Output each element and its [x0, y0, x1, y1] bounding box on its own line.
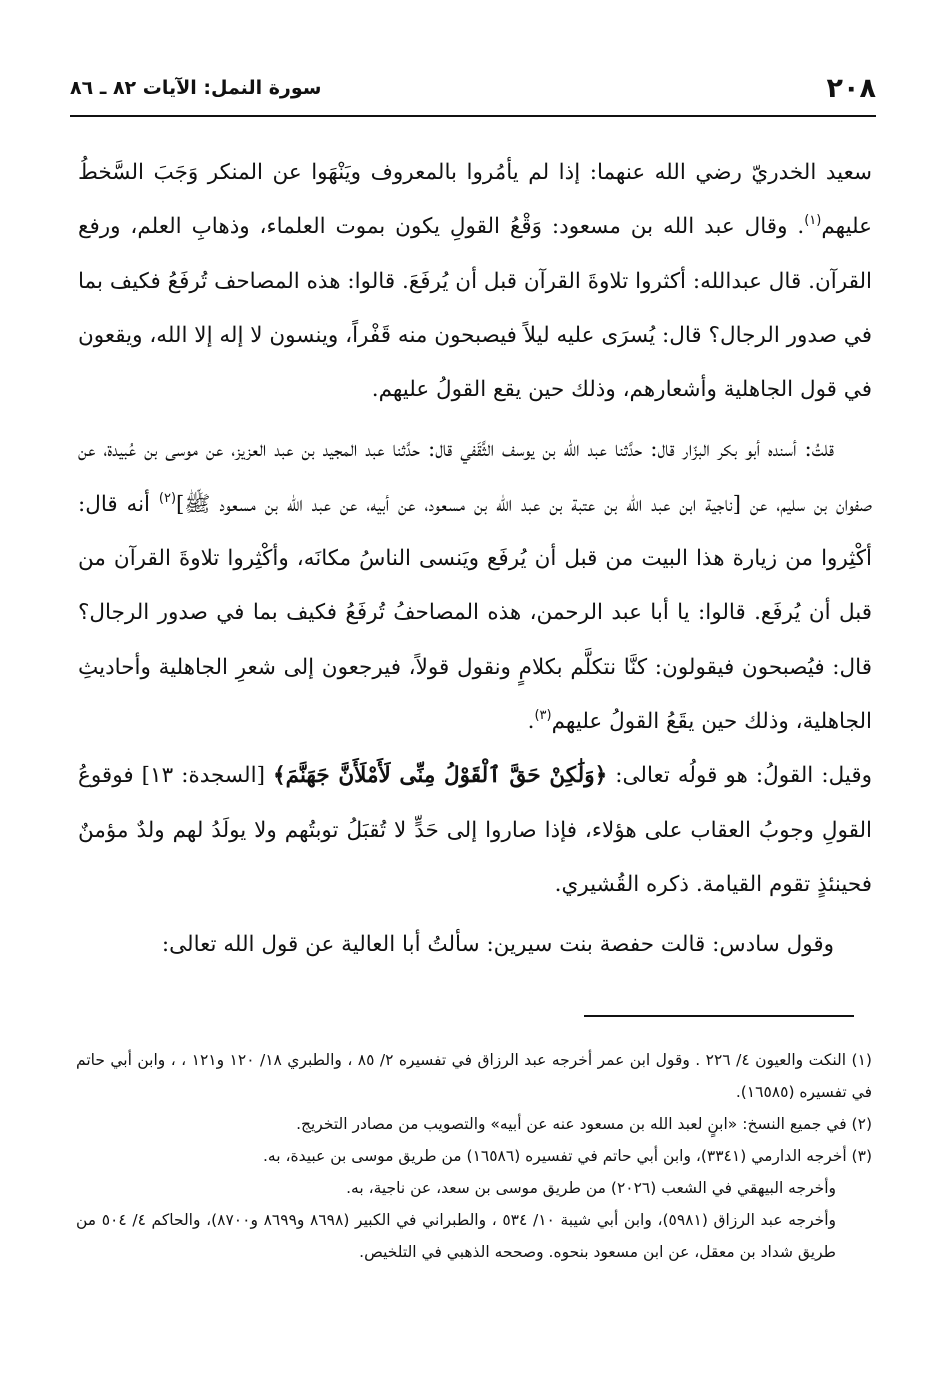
footnote-marker-2: (٢): [158, 490, 177, 506]
paragraph-1-continuation: . وقال عبد الله بن مسعود: وَقْعُ القولِ يكون بموت العلماء، وذهابِ العلم، ورفع القرآن. قال عبدالله: أكثروا تلاوةَ القرآن قبل أن يُرفَعَ. قالوا: هذه المصاحف تُرفَعُ فكيف بما في صدور الرجال؟ قال: يُسرَى عليه ليلاً فيصبحون منه قَفْراً، وينسون لا إله إلا الله، ويقعون في قول الجاهلية وأشعارهم، وذلك حين يقع القولُ عليهم.: [78, 214, 872, 403]
footnotes: [76, 1044, 872, 1268]
paragraph-3-text: وقيل: القولُ: هو قولُه تعالى:: [607, 763, 873, 789]
footnote-3-continuation: وأخرجه البيهقي في الشعب (٢٠٢٦) من طريق موسى بن سعد، عن ناجية، به.: [346, 1179, 836, 1197]
footnote-3-continuation-2: وأخرجه عبد الرزاق (٥٩٨١)، وابن أبي شيبة ١٠/ ٥٣٤ ، والطبراني في الكبير (٨٦٩٨ و٨٦٩٩ و٨٧٠٠)، والحاكم ٤/ ٥٠٤ من طريق شداد بن معقل، عن ابن مسعود بنحوه. وصححه الذهبي في التلخيص.: [76, 1211, 837, 1261]
header-divider: [70, 115, 876, 117]
paragraph-1-text: سعيد الخدريّ رضي الله عنهما: إذا لم يأمُروا بالمعروف ويَنْهَوا عن المنكر وَجَبَ السَّخطُ عليهم: [78, 160, 872, 240]
footnote-divider: [584, 1015, 854, 1017]
main-text: [78, 146, 872, 972]
paragraph-2-end: .: [527, 708, 535, 734]
paragraph-3: [78, 749, 872, 912]
footnote-2: (٢) في جميع النسخ: «ابنٍ لعبد الله بن مسعود عنه عن أبيه» والتصويب من مصادر التخريج.: [296, 1115, 872, 1133]
quran-reference: [السجدة: ١٣]: [141, 763, 274, 789]
paragraph-2-continuation: أنه قال: أكْثِروا من زيارة هذا البيت من قبل أن يُرفَع ويَنسى الناسُ مكانَه، وأكْثِروا تلاوةَ القرآن من قبل أن يُرفَع. قالوا: يا أبا عبد الرحمن، هذه المصاحفُ تُرفَعُ فكيف بما في صدور الرجال؟ قال: فيُصبحون فيقولون: كنَّا نتكلَّم بكلامٍ ونقول قولاً، فيرجعون إلى شعرِ الجاهلية وأحاديثِ الجاهلية، وذلك حين يقَعُ القولُ عليهم: [78, 491, 872, 734]
footnote-3: (٣) أخرجه الدارمي (٣٣٤١)، وابن أبي حاتم في تفسيره (١٦٥٨٦) من طريق موسى بن عبيدة، به.: [262, 1147, 872, 1165]
page-header: [70, 68, 876, 108]
footnote-1: (١) النكت والعيون ٤/ ٢٢٦ . وقول ابن عمر أخرجه عبد الرزاق في تفسيره ٢/ ٨٥ ، والطبري ١٨/ ١٢٠ و١٢١ ، ، وابن أبي حاتم في تفسيره (١٦٥٨٥).: [76, 1051, 872, 1101]
paragraph-1: [78, 146, 872, 417]
quran-verse: ﴿وَلَٰكِنْ حَقَّ ٱلْقَوْلُ مِنِّى لَأَمْلَأَنَّ جَهَنَّمَ﴾: [273, 763, 608, 789]
footnote-marker-3: (٣): [534, 707, 552, 723]
running-title: سورة النمل: الآيات ٨٢ ـ ٨٦: [70, 77, 322, 99]
paragraph-3-continuation: فوقوعُ القولِ وجوبُ العقاب على هؤلاء، فإذا صاروا إلى حَدٍّ لا تُقبَلُ توبتُهم ولا يولَدُ لهم ولدٌ مؤمنٌ فحينئذٍ تقوم القيامة. ذكره القُشيري.: [78, 763, 872, 897]
page-number: ٢٠٨: [826, 73, 876, 104]
paragraph-2: [78, 423, 872, 749]
paragraph-4: وقول سادس: قالت حفصة بنت سيرين: سألتُ أبا العالية عن قول الله تعالى:: [161, 932, 834, 958]
paragraph-2-text: قلتُ: أسنده أبو بكر البزّار قال: حدَّثنا عبد الله بن يوسف الثَّقَفي قال: حدَّثنا عبد المجيد بن عبد العزيز، عن موسى بن عُبيدة، عن صفوان بن سليم، عن [ناجية ابن عبد الله بن عتبة بن عبد الله بن مسعود، عن أبيه، عن عبد الله بن مسعود ﷺ]: [78, 437, 872, 517]
footnote-marker-1: (١): [804, 213, 822, 229]
